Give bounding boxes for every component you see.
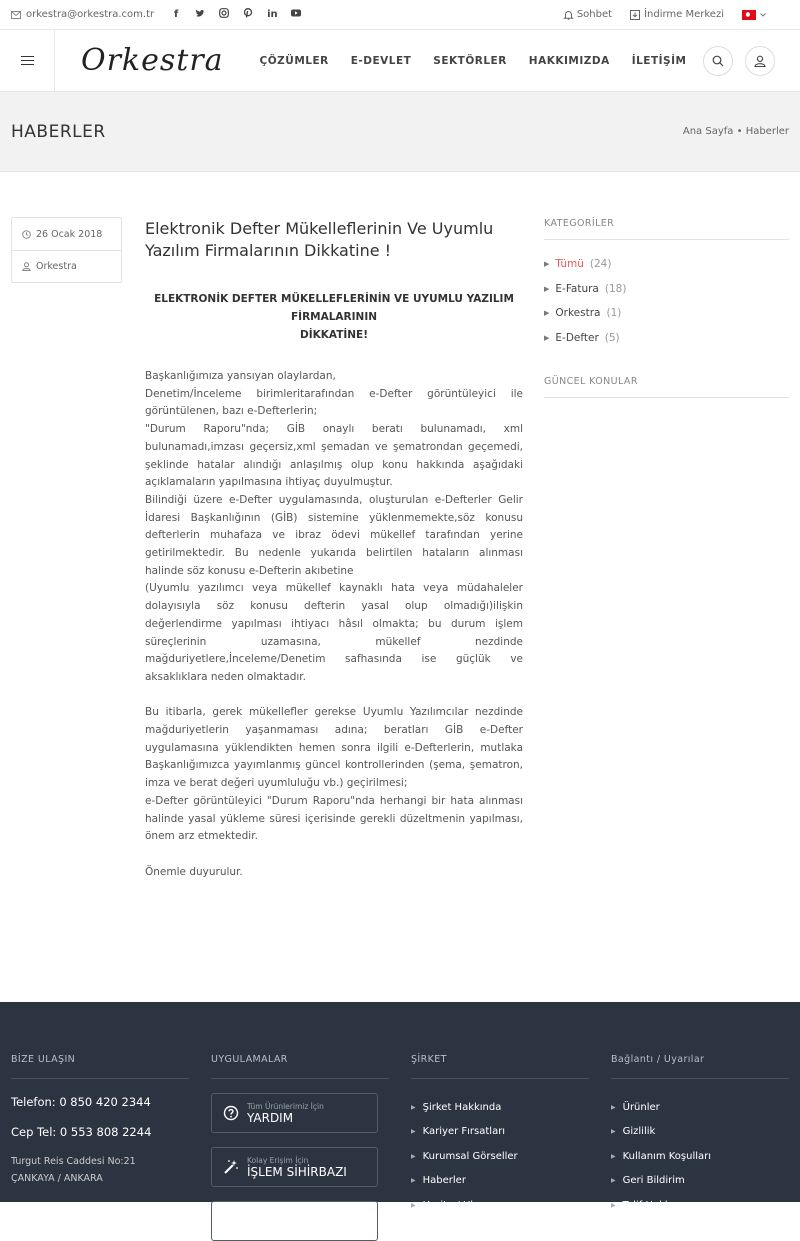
nav-link-e-devlet[interactable]: E-DEVLET <box>350 54 412 67</box>
footer-link-products[interactable] <box>611 1095 789 1120</box>
footer-address-line-2: ÇANKAYA / ANKARA <box>11 1173 103 1184</box>
language-selector[interactable] <box>742 10 766 20</box>
footer-link-company-about[interactable] <box>411 1095 589 1120</box>
article-paragraph: Önemle duyurulur. <box>145 865 243 878</box>
user-account-button[interactable] <box>745 46 775 76</box>
caret-right-icon: ▶ <box>411 1177 416 1185</box>
article-subheading <box>145 290 523 344</box>
nav-links <box>260 55 687 67</box>
footer-link-label: Kariyer Fırsatları <box>422 1126 506 1138</box>
footer-links-title: Bağlantı / Uyarılar <box>611 1054 789 1079</box>
linkedin-icon[interactable]: in <box>267 9 278 20</box>
footer-link-label: Şirket Hakkında <box>422 1101 502 1113</box>
chat-label: Sohbet <box>576 9 613 20</box>
footer-contact-title: BİZE ULAŞIN <box>11 1054 189 1079</box>
article-subheading-line-2: DİKKATİNE! <box>299 329 369 341</box>
category-count: (5) <box>604 331 620 344</box>
article-paragraph: (Uyumlu yazılımcı veya mükellef kaynaklı hata veya müdahaleler dolayısıyla söz konusu defterin yasal olup olmadığı)ilişkin değerlendirme yapılması ihtiyacı hâsıl olmakta; bu durum işlem süreçlerinin uzamasına, mükellef nezdinde mağduriyetlere,İnceleme/Denetim safhasında ise güçlük ve aksaklıklara neden olmaktadır. <box>145 582 523 683</box>
article <box>145 218 523 881</box>
help-app-subtitle: Tüm Ürünlerimiz İçin <box>247 1101 324 1111</box>
sidebar <box>544 218 789 398</box>
post-date <box>12 218 121 250</box>
category-item-tumu[interactable] <box>544 252 789 277</box>
post-author-text[interactable]: Orkestra <box>36 261 77 272</box>
footer-link-careers[interactable] <box>411 1120 589 1145</box>
footer-link-label: Kurumsal Görseller <box>422 1150 518 1162</box>
site-logo[interactable]: Orkestra <box>81 43 224 78</box>
caret-right-icon: ▶ <box>611 1128 616 1136</box>
caret-right-icon: ▶ <box>411 1128 416 1136</box>
question-circle-icon <box>223 1105 239 1121</box>
footer-link-copyright[interactable] <box>611 1193 789 1218</box>
footer-mobile[interactable]: Cep Tel: 0 553 808 2244 <box>11 1125 152 1139</box>
mail-icon <box>11 11 21 19</box>
twitter-icon[interactable] <box>195 9 205 21</box>
search-button[interactable] <box>703 46 733 76</box>
current-topics-title: GÜNCEL KONULAR <box>544 376 789 398</box>
article-paragraph: Bu itibarla, gerek mükellefler gerekse Uyumlu Yazılımcılar nezdinde mağduriyetlerin yaşanmaması adına; beratları GİB e-Defter uygulamasına yüklendikten hemen sonra ilgili e-Defterlerin, mutlaka Başkanlığımızca yayımlanmış güncel kontrollerinden (şema, şematron, imza ve berat değeri uyumluluğu vb.) geçirilmesi; <box>145 706 523 790</box>
category-name: E-Defter <box>555 331 599 344</box>
footer-link-label: Harita / Ulaşım <box>422 1199 497 1211</box>
download-center-link[interactable] <box>630 9 724 20</box>
caret-right-icon: ▶ <box>544 284 550 293</box>
post-author <box>12 250 121 282</box>
footer-apps <box>211 1054 389 1241</box>
footer-link-news[interactable] <box>411 1169 589 1194</box>
article-title: Elektronik Defter Mükelleflerinin Ve Uyumlu Yazılım Firmalarının Dikkatine ! <box>145 219 494 260</box>
social-links <box>171 8 301 21</box>
article-body <box>145 368 523 881</box>
caret-right-icon: ▶ <box>411 1103 416 1111</box>
footer-legal-links <box>611 1095 789 1218</box>
nav-link-hakkimizda[interactable]: HAKKIMIZDA <box>528 54 610 67</box>
category-name: Orkestra <box>555 307 601 320</box>
page-title: HABERLER <box>11 121 106 142</box>
nav-link-iletisim[interactable]: İLETİŞİM <box>631 54 687 67</box>
caret-right-icon: ▶ <box>544 260 550 269</box>
category-item-e-fatura[interactable] <box>544 277 789 302</box>
magic-wand-icon <box>223 1159 239 1175</box>
clock-icon <box>22 230 31 239</box>
top-bar <box>0 0 800 30</box>
footer <box>0 1002 800 1211</box>
page-header <box>0 92 800 172</box>
footer-link-feedback[interactable] <box>611 1169 789 1194</box>
user-icon <box>754 55 766 67</box>
caret-right-icon: ▶ <box>411 1152 416 1160</box>
caret-right-icon: ▶ <box>544 333 550 342</box>
footer-link-label: Kullanım Koşulları <box>622 1150 712 1162</box>
footer-link-map[interactable] <box>411 1193 589 1218</box>
footer-apps-title: UYGULAMALAR <box>211 1054 389 1079</box>
facebook-icon[interactable]: f <box>173 9 179 20</box>
breadcrumb <box>683 126 789 137</box>
nav-link-cozumler[interactable]: ÇÖZÜMLER <box>259 54 329 67</box>
footer-links <box>611 1054 789 1218</box>
footer-link-label: Ürünler <box>622 1101 660 1113</box>
footer-contact <box>11 1054 189 1187</box>
user-icon <box>22 262 31 271</box>
breadcrumb-separator: • <box>736 126 743 137</box>
footer-address-line-1: Turgut Reis Caddesi No:21 <box>11 1156 136 1167</box>
footer-link-terms[interactable] <box>611 1144 789 1169</box>
article-paragraph: Başkanlığımıza yansıyan olaylardan, <box>145 370 336 382</box>
wizard-app-button[interactable] <box>211 1147 378 1187</box>
footer-link-privacy[interactable] <box>611 1120 789 1145</box>
download-label: İndirme Merkezi <box>644 9 724 20</box>
contact-email[interactable] <box>11 9 154 20</box>
footer-company-title: ŞİRKET <box>411 1054 589 1079</box>
category-item-orkestra[interactable] <box>544 301 789 326</box>
caret-right-icon: ▶ <box>411 1201 416 1209</box>
bell-icon <box>564 10 573 20</box>
footer-link-label: Haberler <box>422 1175 466 1187</box>
article-subheading-line-1: ELEKTRONİK DEFTER MÜKELLEFLERİNİN VE UYUMLU YAZILIM FİRMALARININ <box>154 293 514 323</box>
category-count: (1) <box>606 307 622 320</box>
wizard-app-title: İŞLEM SİHİRBAZI <box>247 1164 347 1179</box>
email-text: orkestra@orkestra.com.tr <box>26 9 155 20</box>
footer-link-label: Telif Hakkı <box>622 1199 674 1211</box>
nav-link-sektorler[interactable]: SEKTÖRLER <box>433 54 507 67</box>
category-name: E-Fatura <box>555 282 599 295</box>
main-navbar <box>0 30 800 92</box>
caret-right-icon: ▶ <box>611 1152 616 1160</box>
caret-right-icon: ▶ <box>611 1201 616 1209</box>
search-icon <box>712 55 724 67</box>
footer-phone[interactable]: Telefon: 0 850 420 2344 <box>11 1095 151 1109</box>
post-meta <box>11 217 122 283</box>
footer-app-button-partial[interactable] <box>211 1201 378 1241</box>
chevron-down-icon <box>760 13 766 17</box>
category-list <box>544 252 789 350</box>
category-count: (24) <box>589 258 612 271</box>
main-content <box>0 172 800 1002</box>
categories-title: KATEGORİLER <box>544 218 789 240</box>
caret-right-icon: ▶ <box>544 309 550 318</box>
category-count: (18) <box>604 282 627 295</box>
help-app-button[interactable] <box>211 1093 378 1133</box>
menu-button[interactable] <box>0 30 55 92</box>
hamburger-icon <box>21 56 34 65</box>
pinterest-icon[interactable] <box>243 8 253 21</box>
download-icon <box>630 10 640 20</box>
youtube-icon[interactable] <box>291 9 301 20</box>
article-paragraph: Denetim/İnceleme birimleritarafından e-Defter görüntüleyici ile görüntülenen, bazı e-Defterlerin; <box>145 387 523 418</box>
article-paragraph: "Durum Raporu"nda; GİB onaylı beratı bulunamadı, xml bulunamadı,imzası geçersiz,xml şemadan ve şematrondan geçemedi, şeklinde hatalar alındığı anlaşılmış olup konu hakkında aşağıdaki açıklamaların yapılmasına ihtiyaç duyulmuştur. <box>145 423 523 489</box>
chat-link[interactable] <box>564 9 612 20</box>
help-app-title: YARDIM <box>247 1110 294 1125</box>
article-paragraph: e-Defter görüntüleyici "Durum Raporu"nda herhangi bir hata alınması halinde yasal yükleme süresi içerisinde gerekli düzeltmenin yapılması, önem arz etmektedir. <box>145 794 523 843</box>
footer-company-links <box>411 1095 589 1218</box>
article-paragraph: Bilindiği üzere e-Defter uygulamasında, oluşturulan e-Defterler Gelir İdaresi Başkanlığının (GİB) sistemine yüklenmemekte,söz konusu defterlerin muhafaza ve ibraz ödevi mükellef tarafından yerine getirilmektedir. Bu nedenle yukarıda belirtilen hataların alınması halinde söz konusu e-Defterin akıbetine <box>145 493 523 577</box>
footer-link-corporate-visuals[interactable] <box>411 1144 589 1169</box>
breadcrumb-home[interactable]: Ana Sayfa <box>682 126 734 137</box>
turkish-flag-icon <box>742 10 756 20</box>
category-item-e-defter[interactable] <box>544 326 789 351</box>
footer-link-label: Gizlilik <box>622 1126 656 1138</box>
caret-right-icon: ▶ <box>611 1103 616 1111</box>
post-date-text: 26 Ocak 2018 <box>36 228 103 240</box>
wizard-app-subtitle: Kolay Erişim İçin <box>247 1155 309 1165</box>
caret-right-icon: ▶ <box>611 1177 616 1185</box>
footer-address <box>11 1153 189 1187</box>
footer-link-label: Geri Bildirim <box>622 1175 685 1187</box>
category-name: Tümü <box>555 258 584 271</box>
footer-company <box>411 1054 589 1218</box>
instagram-icon[interactable] <box>219 8 229 21</box>
breadcrumb-current: Haberler <box>745 126 789 137</box>
